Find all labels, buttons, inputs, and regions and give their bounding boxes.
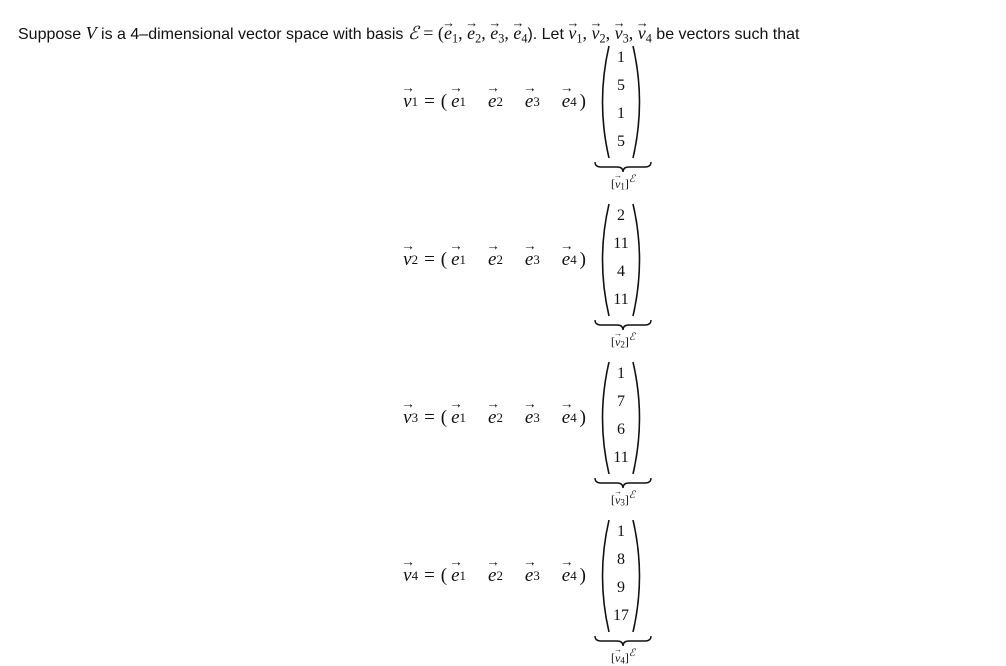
basis-vector-e1: → e bbox=[444, 22, 452, 44]
equation-v2 bbox=[0, 200, 1006, 350]
basis-e1: → e bbox=[451, 249, 459, 271]
equation-v4 bbox=[0, 516, 1006, 666]
vector-v1-symbol: → v bbox=[568, 22, 576, 44]
basis-e3: → e bbox=[525, 407, 533, 429]
coord-4: 11 bbox=[613, 291, 629, 308]
coord-1: 2 bbox=[617, 207, 625, 224]
basis-e4: → e bbox=[562, 91, 570, 113]
coord-1: 1 bbox=[617, 523, 625, 540]
underbrace bbox=[593, 160, 653, 174]
coord-1: 1 bbox=[617, 365, 625, 382]
vector-v4-symbol: → v bbox=[638, 22, 646, 44]
coord-4: 11 bbox=[613, 449, 629, 466]
intro-text-3: = ( bbox=[418, 23, 444, 43]
basis-vector-e3: → e bbox=[490, 22, 498, 44]
coord-4: 5 bbox=[617, 133, 625, 150]
basis-e4: → e bbox=[562, 565, 570, 587]
vector-space-symbol: V bbox=[85, 23, 97, 43]
coord-2: 11 bbox=[613, 235, 629, 252]
vector-symbol: → v bbox=[403, 407, 411, 429]
coordinate-label: [→ v4]$^ℰ$ bbox=[593, 648, 653, 666]
vector-symbol: → v bbox=[403, 565, 411, 587]
equation-lhs: → v 1 = ( → e 1 → e 2 → e 3 → e 4 ) bbox=[403, 42, 586, 162]
coordinate-label: [→ v2]$^ℰ$ bbox=[593, 332, 653, 350]
coord-4: 17 bbox=[613, 607, 629, 624]
coord-1: 1 bbox=[617, 49, 625, 66]
coord-3: 6 bbox=[617, 421, 625, 438]
coord-2: 8 bbox=[617, 551, 625, 568]
vector-symbol: → v bbox=[403, 91, 411, 113]
basis-e1: → e bbox=[451, 407, 459, 429]
equation-v1 bbox=[0, 42, 1006, 192]
basis-e1: → e bbox=[451, 565, 459, 587]
basis-e3: → e bbox=[525, 91, 533, 113]
intro-text-4: ). Let bbox=[527, 26, 569, 43]
underbrace bbox=[593, 318, 653, 332]
basis-e4: → e bbox=[562, 407, 570, 429]
basis-vector-e2: → e bbox=[467, 22, 475, 44]
coordinate-label: [→ v1]$^ℰ$ bbox=[593, 174, 653, 192]
vector-v2-symbol: → v bbox=[591, 22, 599, 44]
equation-v3 bbox=[0, 358, 1006, 508]
basis-symbol: ℰ bbox=[407, 23, 419, 44]
basis-e4: → e bbox=[562, 249, 570, 271]
intro-text-1: Suppose bbox=[18, 26, 86, 43]
underbrace bbox=[593, 476, 653, 490]
coord-3: 9 bbox=[617, 579, 625, 596]
basis-e2: → e bbox=[488, 565, 496, 587]
vector-v3-symbol: → v bbox=[615, 22, 623, 44]
equation-lhs: → v 3 = ( → e 1 → e 2 → e 3 → e 4 ) bbox=[403, 358, 586, 478]
problem-statement: Suppose V is a 4–dimensional vector space with basis ℰ = (→ $e_1$, → $e_2$, → $e_3$, → $e_4$). Let → $v_1$, → $v_2$, → $v_3$, → $v_4$ be vectors such that bbox=[18, 22, 799, 49]
basis-e1: → e bbox=[451, 91, 459, 113]
basis-e2: → e bbox=[488, 407, 496, 429]
intro-text-5: be vectors such that bbox=[651, 26, 800, 43]
equation-lhs: → v 4 = ( → e 1 → e 2 → e 3 → e 4 ) bbox=[403, 516, 586, 636]
coord-2: 5 bbox=[617, 77, 625, 94]
basis-vector-e4: → e bbox=[513, 22, 521, 44]
equation-lhs: → v 2 = ( → e 1 → e 2 → e 3 → e 4 ) bbox=[403, 200, 586, 320]
basis-e2: → e bbox=[488, 249, 496, 271]
basis-e2: → e bbox=[488, 91, 496, 113]
underbrace bbox=[593, 634, 653, 648]
basis-e3: → e bbox=[525, 565, 533, 587]
coord-2: 7 bbox=[617, 393, 625, 410]
coord-3: 1 bbox=[617, 105, 625, 122]
coordinate-label: [→ v3]$^ℰ$ bbox=[593, 490, 653, 508]
vector-symbol: → v bbox=[403, 249, 411, 271]
basis-e3: → e bbox=[525, 249, 533, 271]
coord-3: 4 bbox=[617, 263, 625, 280]
intro-text-2: is a 4–dimensional vector space with basis bbox=[96, 26, 408, 43]
